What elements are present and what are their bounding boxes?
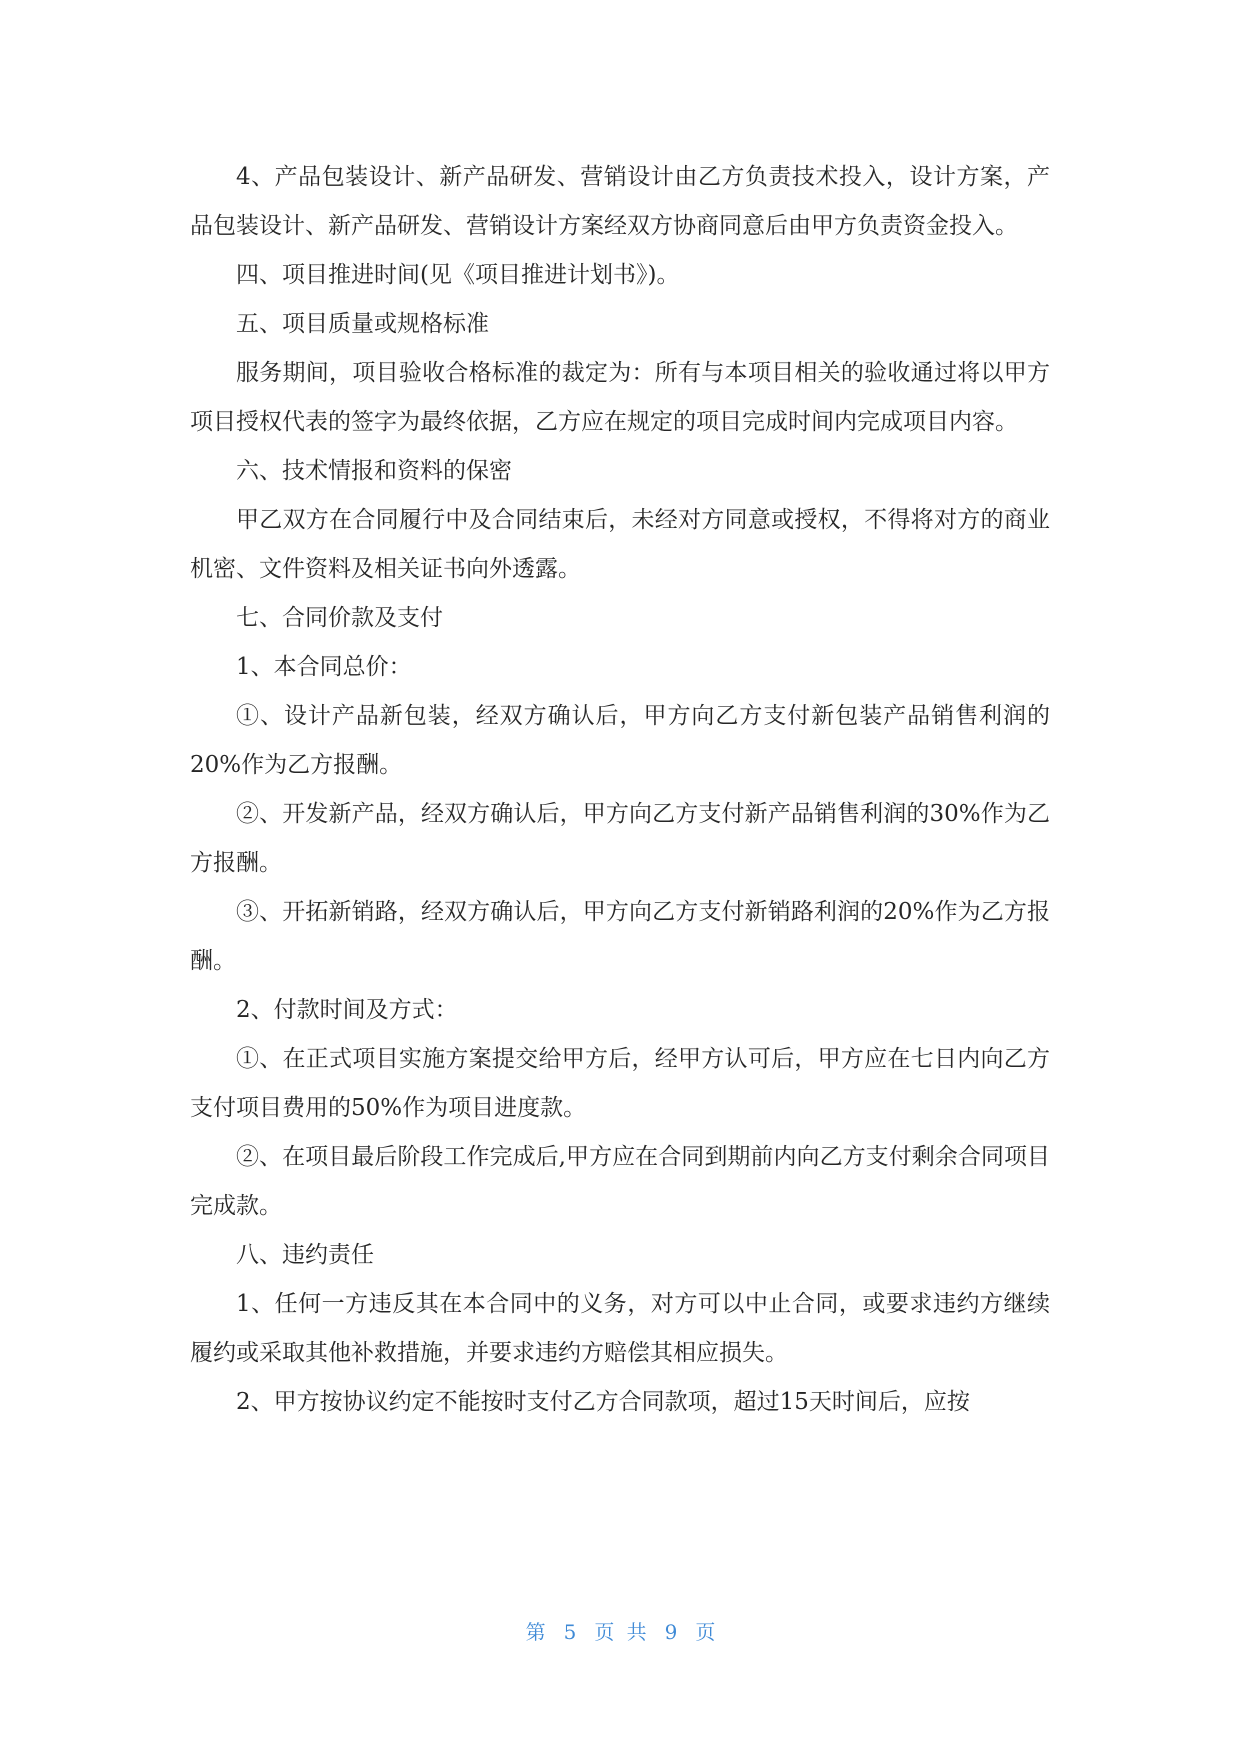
footer-prefix: 第 [525,1620,546,1644]
paragraph: 4、产品包装设计、新产品研发、营销设计由乙方负责技术投入，设计方案，产品包装设计、新产品研发、营销设计方案经双方协商同意后由甲方负责资金投入。 [190,164,1050,239]
section-heading: 七、合同价款及支付 [236,605,443,631]
document-body [190,153,1050,1427]
section-heading: 八、违约责任 [236,1242,374,1268]
paragraph: ①、设计产品新包装，经双方确认后，甲方向乙方支付新包装产品销售利润的20%作为乙方报酬。 [190,703,1050,778]
paragraph: 2、付款时间及方式： [236,997,458,1023]
section-heading: 六、技术情报和资料的保密 [236,458,512,484]
paragraph: ③、开拓新销路，经双方确认后，甲方向乙方支付新销路利润的20%作为乙方报酬。 [190,899,1050,974]
page-number-footer [0,1616,1241,1645]
paragraph: 1、任何一方违反其在本合同中的义务，对方可以中止合同，或要求违约方继续履约或采取其他补救措施，并要求违约方赔偿其相应损失。 [190,1291,1050,1366]
paragraph: 服务期间，项目验收合格标准的裁定为：所有与本项目相关的验收通过将以甲方项目授权代表的签字为最终依据，乙方应在规定的项目完成时间内完成项目内容。 [190,360,1050,435]
paragraph: 甲乙双方在合同履行中及合同结束后，未经对方同意或授权，不得将对方的商业机密、文件资料及相关证书向外透露。 [190,507,1050,582]
paragraph: ②、开发新产品，经双方确认后，甲方向乙方支付新产品销售利润的30%作为乙方报酬。 [190,801,1050,876]
footer-page-total: 9 [664,1620,678,1644]
paragraph: ①、在正式项目实施方案提交给甲方后，经甲方认可后，甲方应在七日内向乙方支付项目费用的50%作为项目进度款。 [190,1046,1050,1121]
paragraph: 1、本合同总价： [236,654,412,680]
footer-suffix: 页 [695,1620,716,1644]
footer-middle: 页 共 [594,1620,647,1644]
paragraph: ②、在项目最后阶段工作完成后,甲方应在合同到期前内向乙方支付剩余合同项目完成款。 [190,1144,1050,1219]
paragraph: 2、甲方按协议约定不能按时支付乙方合同款项，超过15天时间后，应按 [236,1389,970,1415]
section-heading: 五、项目质量或规格标准 [236,311,489,337]
section-heading: 四、项目推进时间(见《项目推进计划书》)。 [236,262,680,288]
footer-page-number: 5 [563,1620,577,1644]
